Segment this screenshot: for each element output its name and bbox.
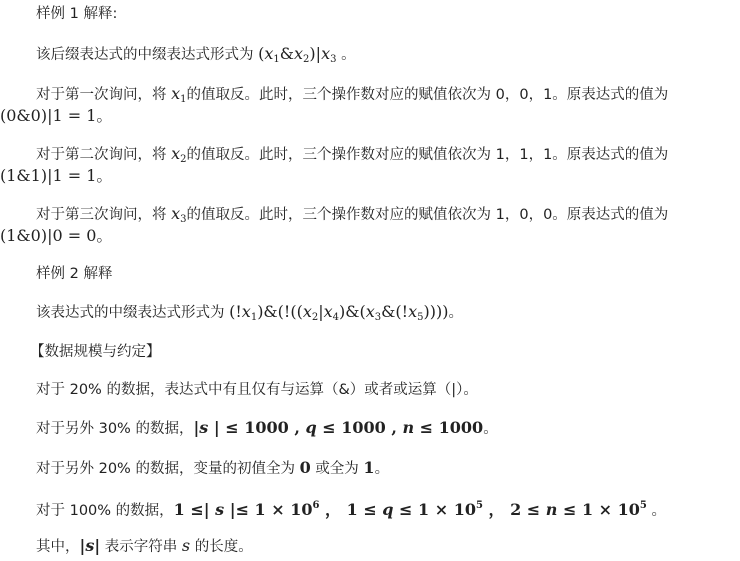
sample2-infix-text: 该表达式的中缀表达式形式为: [36, 305, 225, 321]
limit-2-text: 对于另外 30% 的数据，: [36, 421, 194, 437]
sample1-infix-text: 该后缀表达式的中缀表达式形式为: [36, 47, 254, 63]
sample1-infix-end: 。: [341, 47, 356, 63]
limit-3-mid: 或全为: [315, 461, 359, 477]
limit-4-formula: 1 ≤| s |≤ $1 \times 10^6$ ， $1 \le q \le 1 \times 10^5$ ， $2 \le n \le 1 \times 10^5$: [173, 500, 647, 519]
note-prefix: 其中，: [36, 539, 80, 555]
note-line: [0, 532, 740, 561]
limit-line-4: [0, 492, 740, 525]
query1-text: 对于第一次询问，将: [36, 87, 167, 103]
limit-3-end: 。: [374, 461, 390, 477]
limit-3-text: 对于另外 20% 的数据，变量的初值全为: [36, 461, 295, 477]
sample2-infix-end: 。: [448, 305, 463, 321]
query1-expr: (0&0)|1 = 1。: [0, 106, 113, 125]
note-mid: 表示字符串: [104, 539, 178, 555]
limit-4-end: 。: [651, 503, 666, 519]
query1-var: $x_1$: [171, 84, 187, 105]
sample1-infix-line: [0, 40, 740, 74]
query3-var: $x_3$: [171, 204, 187, 225]
query3-expr: (1&0)|0 = 0。: [0, 226, 113, 245]
note-end: 的长度。: [194, 539, 253, 555]
limit-2-formula: |s | ≤ 1000 , q ≤ 1000 , n ≤ 1000: [193, 418, 484, 437]
limit-4-text: 对于 100% 的数据，: [36, 503, 174, 519]
query2-expr: (1&1)|1 = 1。: [0, 166, 113, 185]
limit-line-1: 对于 20% 的数据，表达式中有且仅有与运算（&）或者或运算（|）。: [36, 382, 478, 398]
limit-3-zero: 0: [299, 458, 311, 477]
sample2-infix-formula: $(!x_1)\&(!((x_2|x_4)\&(x_3\&(!x_5))))$: [229, 302, 449, 323]
note-abs-s: |s|: [79, 536, 101, 555]
limit-2-end: 。: [483, 421, 498, 437]
sample1-infix-formula: $(x_1\&x_2)|x_3$: [258, 44, 337, 65]
query1-text2: 的值取反。此时，三个操作数对应的赋值依次为 0，0，1。原表达式的值为: [186, 87, 669, 103]
query2-text: 对于第二次询问，将: [36, 147, 167, 163]
query2-var: $x_2$: [171, 144, 187, 165]
sample2-heading: 样例 2 解释: [36, 266, 113, 282]
limit-3-one: 1: [363, 458, 375, 477]
limits-heading: 【数据规模与约定】: [30, 344, 161, 360]
limit-line-2: [0, 414, 740, 443]
query3-text2: 的值取反。此时，三个操作数对应的赋值依次为 1，0，0。原表达式的值为: [186, 207, 669, 223]
query3-text: 对于第三次询问，将: [36, 207, 167, 223]
sample2-infix-line: [0, 298, 740, 332]
query2-text2: 的值取反。此时，三个操作数对应的赋值依次为 1，1，1。原表达式的值为: [186, 147, 669, 163]
limit-line-3: [0, 454, 740, 483]
sample1-heading: 样例 1 解释:: [36, 6, 118, 22]
note-s: s: [181, 536, 191, 555]
